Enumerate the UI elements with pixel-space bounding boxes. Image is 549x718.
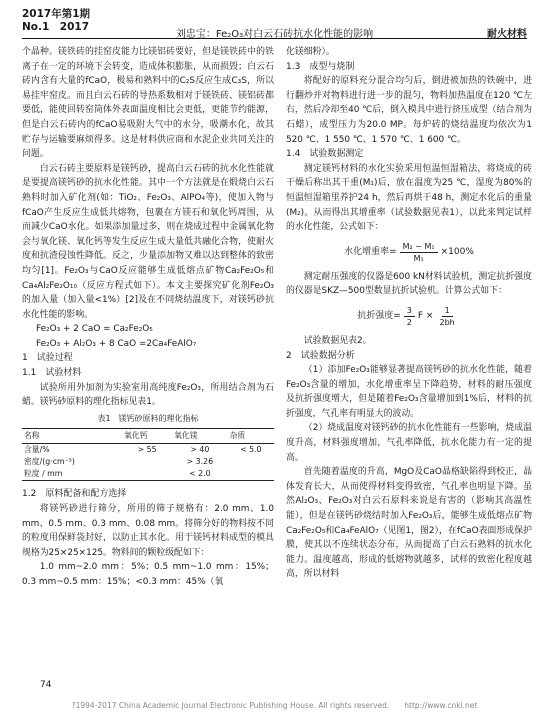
- paragraph: 试验所用外加剂为实验室用高纯度Fe₂O₃，所用结合剂为石蜡。镁钙砂原料的理化指标见表1。: [22, 382, 274, 408]
- denominator: 2: [406, 317, 412, 327]
- table-cell: < 5.0: [240, 445, 262, 455]
- table-cell: [228, 456, 274, 468]
- table-cell: < 2.0: [189, 469, 211, 479]
- formula-middle: F ×: [417, 311, 434, 322]
- table-row: [22, 444, 274, 457]
- table-header: 氧化钙: [122, 429, 172, 444]
- page-header: [22, 8, 527, 40]
- paragraph: （2）烧成温度对镁钙砂的抗水化性能有一些影响，烧成温度升高，材料强度增加，气孔率降低，抗水化能力有一定的提高。: [286, 423, 532, 463]
- table-cell: [122, 456, 172, 468]
- issue-year-number: 2017年第1期: [22, 8, 91, 20]
- table-cell: > 3.26: [186, 457, 214, 467]
- hydration-weight-gain-formula: [286, 241, 532, 264]
- paragraph: 个晶种。镁铁砖的挂窑皮能力比镁铝砖要好，但是镁铁砖中的铁离子在一定的环境下会转变，造成体积膨胀，从而损毁；白云石砖内含有大量的fCaO，极易和熟料中的C₂S反应生成C₃S，所以易挂牢窑皮。而且白云石砖的导热系数相对于镁铁砖、镁铝砖都要低，能使回转窑筒体外表面温度相比会更低，更能节约能源，但是白云石砖内的fCaO易吸附大气中的水分，吸潮水化，故其贮存与运输要麻烦得多。这是材料供应商和水泥企业共同关注的问题。: [22, 47, 274, 160]
- page-number: 74: [40, 680, 52, 690]
- reaction-equation-2: Fe₂O₃ + Al₂O₃ + 8 CaO =2Ca₄FeAlO₇: [36, 338, 197, 349]
- numerator: 3: [404, 305, 415, 317]
- table-cell: [228, 468, 274, 481]
- left-column: [22, 45, 274, 590]
- material-properties-table: [22, 428, 274, 481]
- subsection-heading: 1.1 试验材料: [22, 368, 82, 379]
- section-heading: 2 试验数据分析: [286, 350, 355, 361]
- paragraph: 首先随着温度的升高，MgO及CaO晶格缺陷得到校正，晶体发育长大，从而使得材料变得致密，气孔率也明显下降。虽然Al₂O₃、Fe₂O₃对白云石原料来说是有害的（影响其高温性能），但是在镁钙砂烧结时加入Fe₂O₃后，能够生成低熔点矿物Ca₂Fe₂O₅和Ca₄FeAlO₇（见图1，图2），在fCaO表面形成保护膜，使其以不连续状态分布，从而提高了白云石熟料的抗水化能力。温度越高，形成的低熔物就越多，试样的致密化程度越高，所以材料: [286, 467, 532, 580]
- table-header: 名称: [22, 429, 122, 444]
- numerator: 1: [442, 305, 453, 317]
- formula-label: 抗折强度=: [357, 311, 401, 322]
- header-rule: [22, 38, 527, 39]
- subsection-heading: 1.4 试验数据测定: [286, 149, 364, 160]
- right-column: [286, 45, 532, 582]
- table-header: 杂质: [228, 429, 274, 444]
- formula-tail: ×100%: [440, 246, 474, 257]
- table-cell: > 40: [190, 445, 210, 455]
- copyright-footer: ?1994-2017 China Academic Journal Electronic Publishing House. All rights reserved. http://www.cnki.net: [71, 701, 478, 710]
- section-heading: 1 试验过程: [22, 353, 73, 364]
- table-row: [22, 468, 274, 481]
- table-cell: 密度/(g·cm⁻³): [24, 457, 75, 467]
- denominator: M₁: [413, 253, 424, 263]
- table-row: [22, 456, 274, 468]
- fraction: [436, 305, 457, 328]
- table-header-row: [22, 429, 274, 444]
- fraction: [400, 241, 438, 264]
- paragraph: 测定耐压强度的仪器是600 kN材料试验机，测定抗折强度的仪器是SKZ—500型数显抗折试验机。计算公式如下：: [286, 271, 532, 297]
- running-title: 刘忠宝：Fe₂O₃对白云石砖抗水化性能的影响: [175, 29, 374, 40]
- table-cell: 含量/%: [24, 445, 50, 455]
- journal-name: 耐火材料: [487, 29, 527, 40]
- paragraph: 试验数据见表2。: [303, 335, 372, 346]
- paragraph: 白云石砖主要原料是镁钙砂，提高白云石砖的抗水化性能就是要提高镁钙砂的抗水化性能。其中一个方法就是在煅烧白云石熟料时加入矿化剂(如：TiO₂、Fe₂O₃、AlPO₄等)，使加入物与fCaO产生反应生成低共熔物，包裹在方镁石和氧化钙周围，从而减少CaO水化。如果添加量过多，则在烧成过程中金属氧化物会与氧化镁、氧化钙等发生反应生成大量低共融化合物，使耐火度和抗渣侵蚀性降低。反之，少量添加物又难以达到整体的致密均匀[1]。Fe₂O₃与CaO反应能够生成低熔点矿物Ca₂Fe₂O₅和Ca₄Al₂Fe₂O₁₀（反应方程式如下）。本文主要探究矿化剂Fe₂O₃的加入量（加入量<1%）[2]及在不同烧结温度下，对镁钙砂抗水化性能的影响。: [22, 163, 274, 320]
- paragraph: 化镁细粉）。: [286, 47, 335, 57]
- issue-number-en: No.1 2017: [22, 21, 90, 33]
- table-caption: 表1 镁钙砂原料的理化指标: [97, 413, 199, 423]
- reaction-equation-1: Fe₂O₃ + 2 CaO = Ca₂Fe₂O₅: [36, 324, 153, 335]
- numerator: M₂ − M₁: [400, 241, 438, 253]
- paragraph: 将配好的原料充分混合均匀后，倒进被加热的铁碗中，进行翻炒并对物料进行进一步的混匀，物料加热温度在120 ℃左右，然后冷却至40 ℃后，倒入模具中进行挤压成型（结合剂为石蜡），成型压力为20.0 MP。每炉砖的烧结温度均依次为1 520 ℃、1 550 ℃、1 570 ℃、1 600 ℃。: [286, 76, 532, 145]
- table-cell: 粒度 / mm: [24, 469, 63, 479]
- subsection-heading: 1.2 原料配备和配方选择: [22, 489, 127, 500]
- paragraph: 1.0 mm~2.0 mm：5%；0.5 mm~1.0 mm：15%；0.3 mm~0.5 mm：15%；<0.3 mm：45%（氧: [22, 562, 274, 587]
- paragraph: 测定镁钙材料的水化实验采用恒温恒湿箱法，将烧成的砖干燥后称出其干重(M₁)后，放在温度为25 ℃，湿度为80%的恒温恒湿箱里养护24 h，然后再烘干48 h，测定水化后的重量(M₂)。从而得出其增重率（试验数据见表1），以此来判定试样的水化性能，公式如下：: [286, 163, 532, 233]
- table-header: 氧化镁: [172, 429, 227, 444]
- denominator: 2bh: [439, 317, 455, 327]
- table-cell: [122, 468, 172, 481]
- flexural-strength-formula: [286, 305, 532, 328]
- subsection-heading: 1.3 成型与烧制: [286, 61, 355, 72]
- paragraph: （1）添加Fe₂O₃能够显著提高镁钙砂的抗水化性能，随着Fe₂O₃含量的增加，水化增重率呈下降趋势，材料的耐压强度及抗折强度增大，但是随着Fe₂O₃含量增加到1%后，材料的抗折强度，气孔率有明显大的波动。: [286, 365, 532, 419]
- fraction: [404, 305, 415, 328]
- table-cell: > 55: [137, 445, 157, 455]
- formula-label: 水化增重率=: [344, 246, 397, 257]
- paragraph: 将镁钙砂进行筛分，所用的筛子规格有：2.0 mm、1.0 mm、0.5 mm、0.3 mm、0.08 mm。将筛分好的物料按不同的粒度用保鲜袋封好，以防止其水化。用于镁钙材料成型的模具规格为25×25×125。物料间的颗粒级配如下：: [22, 504, 274, 558]
